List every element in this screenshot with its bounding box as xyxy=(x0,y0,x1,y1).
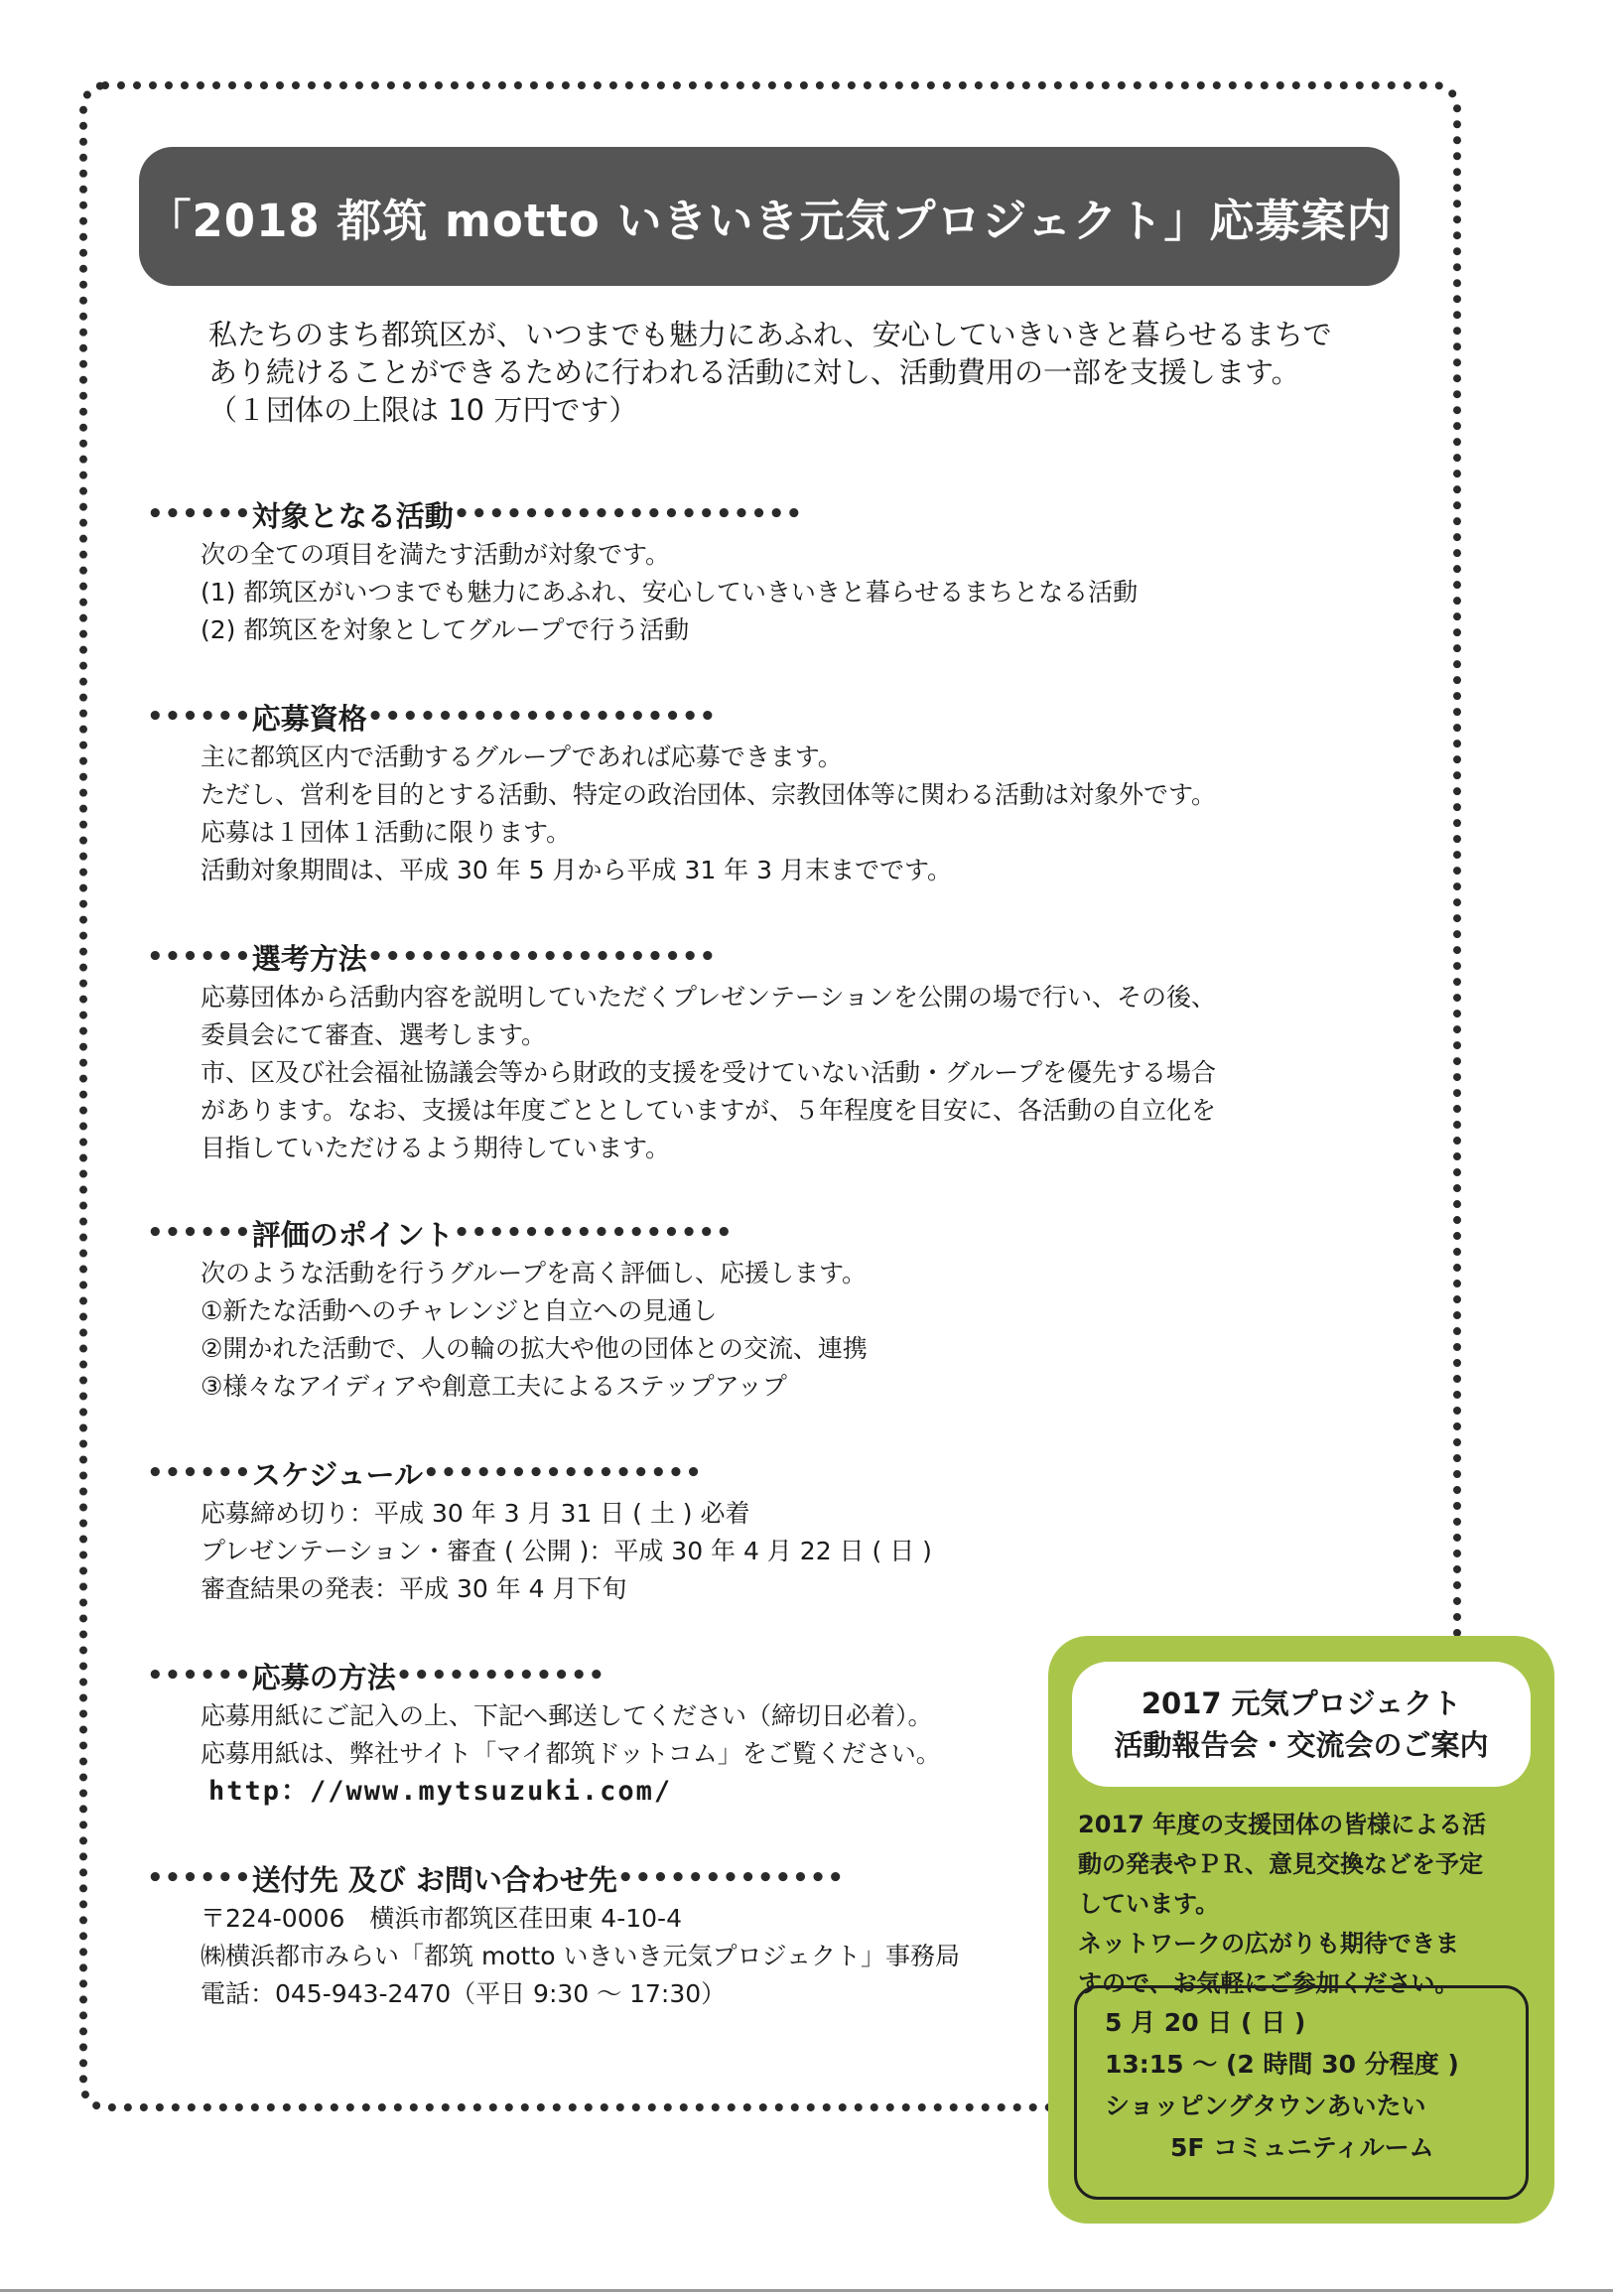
body-line: 〒224-0006 横浜市都筑区荏田東 4-10-4 xyxy=(201,1904,682,1933)
section-body xyxy=(147,1255,1040,1406)
leader-dots: •••••••••••••••••••• xyxy=(366,702,718,732)
section-body xyxy=(147,739,1217,889)
section-heading-label: 選考方法 xyxy=(251,941,367,976)
leader-dots: •••••• xyxy=(147,1661,252,1690)
event-details-box xyxy=(1074,1985,1529,2200)
description-line: 動の発表やＰＲ、意見交換などを予定 xyxy=(1078,1850,1483,1878)
leader-dots: •••••••••••••••••••• xyxy=(453,499,804,529)
section-selection-method xyxy=(147,935,1217,1167)
section-heading-label: 送付先 及び お問い合わせ先 xyxy=(251,1862,617,1897)
section-heading xyxy=(147,492,1040,536)
leader-dots: •••••• xyxy=(147,1458,252,1488)
body-line: (2) 都筑区を対象としてグループで行う活動 xyxy=(201,615,690,644)
section-eligibility xyxy=(147,695,1217,889)
section-body xyxy=(147,1697,1040,1811)
leader-dots: •••••• xyxy=(147,1218,252,1248)
body-line: 次のような活動を行うグループを高く評価し、応援します。 xyxy=(201,1259,868,1287)
body-line: 応募用紙にご記入の上、下記へ郵送してください（締切日必着）。 xyxy=(201,1701,933,1730)
body-line: 応募団体から活動内容を説明していただくプレゼンテーションを公開の場で行い、その後、 xyxy=(201,983,1217,1012)
leader-dots: •••••••••••• xyxy=(395,1661,606,1690)
intro-line: （１団体の上限は 10 万円です） xyxy=(208,393,638,427)
section-heading xyxy=(147,695,1040,739)
section-heading-label: 応募資格 xyxy=(251,701,367,736)
website-url-link[interactable]: http：//www.mytsuzuki.com/ xyxy=(208,1776,673,1807)
event-description xyxy=(1078,1805,1535,2003)
page-bottom-rule xyxy=(0,2289,1613,2292)
section-heading xyxy=(147,1856,1040,1900)
body-line: ただし、営利を目的とする活動、特定の政治団体、宗教団体等に関わる活動は対象外です。 xyxy=(201,780,1217,809)
section-body xyxy=(147,1900,1040,2013)
description-line: しています。 xyxy=(1078,1890,1220,1918)
section-schedule xyxy=(147,1451,1040,1608)
event-panel-title-line: 2017 元気プロジェクト xyxy=(1141,1687,1462,1720)
event-room: 5F コミュニティルーム xyxy=(1170,2133,1434,2162)
event-time: 13:15 ～ (2 時間 30 分程度 ) xyxy=(1105,2050,1459,2079)
body-line: ②開かれた活動で、人の輪の拡大や他の団体との交流、連携 xyxy=(201,1334,868,1363)
event-venue: ショッピングタウンあいたい xyxy=(1105,2092,1426,2120)
section-heading-label: 応募の方法 xyxy=(251,1660,396,1694)
body-line: 委員会にて審査、選考します。 xyxy=(201,1020,547,1049)
section-body xyxy=(147,1495,1040,1608)
body-line: (1) 都筑区がいつまでも魅力にあふれ、安心していきいきと暮らせるまちとなる活動 xyxy=(201,578,1139,607)
section-heading xyxy=(147,1451,1040,1495)
intro-text xyxy=(208,316,1400,429)
event-panel-header xyxy=(1072,1662,1531,1787)
leader-dots: •••••• xyxy=(147,499,252,529)
leader-dots: •••••••••••••••• xyxy=(422,1458,703,1488)
section-heading xyxy=(147,1211,1040,1255)
event-info-panel xyxy=(1048,1636,1554,2224)
page-title: 「2018 都筑 motto いきいき元気プロジェクト」応募案内 xyxy=(139,147,1400,286)
body-line: 審査結果の発表：平成 30 年 4 月下旬 xyxy=(201,1574,627,1603)
body-line: 市、区及び社会福祉協議会等から財政的支援を受けていない活動・グループを優先する場合 xyxy=(201,1058,1217,1087)
body-line: 目指していただけるよう期待しています。 xyxy=(201,1134,671,1162)
leader-dots: •••••••••••••••••••• xyxy=(366,942,718,972)
leader-dots: •••••••••••••••• xyxy=(453,1218,734,1248)
section-application-method xyxy=(147,1654,1040,1811)
body-line: ①新たな活動へのチャレンジと自立への見通し xyxy=(201,1296,718,1325)
body-line: ㈱横浜都市みらい「都筑 motto いきいき元気プロジェクト」事務局 xyxy=(201,1942,960,1970)
body-line: プレゼンテーション・審査 ( 公開 )：平成 30 年 4 月 22 日 ( 日 ) xyxy=(201,1537,932,1565)
section-evaluation-points xyxy=(147,1211,1040,1406)
section-heading xyxy=(147,1654,1040,1697)
description-line: すので、お気軽にご参加ください。 xyxy=(1078,1969,1459,1997)
section-heading-label: 対象となる活動 xyxy=(251,498,454,533)
body-line: 応募締め切り：平成 30 年 3 月 31 日 ( 土 ) 必着 xyxy=(201,1499,750,1528)
body-line: 応募用紙は、弊社サイト「マイ都筑ドットコム」をご覧ください。 xyxy=(201,1739,941,1768)
section-heading-label: 評価のポイント xyxy=(251,1217,454,1252)
body-line: 応募は１団体１活動に限ります。 xyxy=(201,818,572,847)
section-target-activity xyxy=(147,492,1139,649)
leader-dots: •••••• xyxy=(147,942,252,972)
intro-line: 私たちのまち都筑区が、いつまでも魅力にあふれ、安心していきいきと暮らせるまちで xyxy=(208,318,1332,351)
description-line: ネットワークの広がりも期待できま xyxy=(1078,1930,1459,1958)
section-heading-label: スケジュール xyxy=(251,1457,423,1492)
body-line: 次の全ての項目を満たす活動が対象です。 xyxy=(201,540,671,569)
description-line: 2017 年度の支援団体の皆様による活 xyxy=(1078,1811,1487,1838)
body-line: ③様々なアイディアや創意工夫によるステップアップ xyxy=(201,1372,787,1401)
body-line: 電話：045-943-2470（平日 9:30 ～ 17:30） xyxy=(201,1979,727,2008)
event-panel-title-line: 活動報告会・交流会のご案内 xyxy=(1114,1728,1489,1762)
leader-dots: •••••• xyxy=(147,702,252,732)
section-contact xyxy=(147,1856,1040,2013)
event-date: 5 月 20 日 ( 日 ) xyxy=(1105,2008,1306,2037)
intro-line: あり続けることができるために行われる活動に対し、活動費用の一部を支援します。 xyxy=(208,355,1300,389)
leader-dots: •••••• xyxy=(147,1863,252,1893)
body-line: 活動対象期間は、平成 30 年 5 月から平成 31 年 3 月末までです。 xyxy=(201,856,953,884)
leader-dots: ••••••••••••• xyxy=(616,1863,845,1893)
section-heading xyxy=(147,935,1040,979)
body-line: 主に都筑区内で活動するグループであれば応募できます。 xyxy=(201,743,843,771)
section-body xyxy=(147,536,1139,649)
section-body xyxy=(147,979,1217,1167)
body-line: があります。なお、支援は年度ごととしていますが、５年程度を目安に、各活動の自立化を xyxy=(201,1096,1217,1125)
